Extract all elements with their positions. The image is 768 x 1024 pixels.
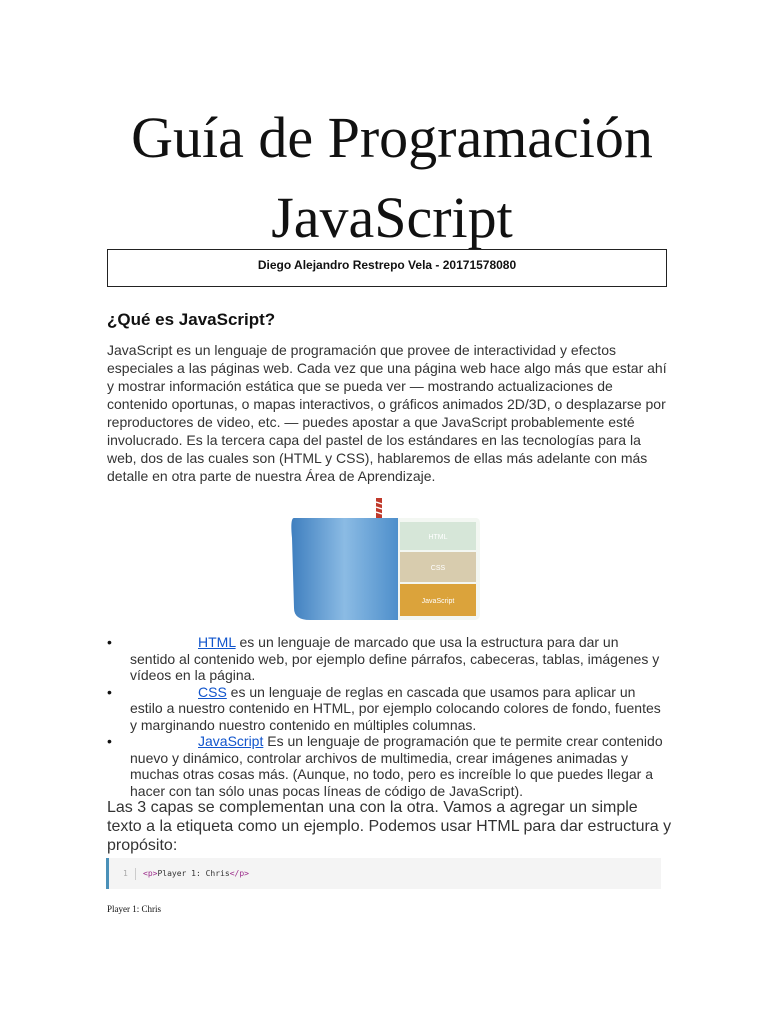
css-link[interactable]: CSS	[198, 683, 227, 700]
author-box	[107, 249, 667, 287]
html-layer-label: HTML	[428, 534, 448, 541]
list-item-text: es un lenguaje de reglas en cascada que usamos para aplicar un estilo a nuestro contenido en HTML, por ejemplo colocando colores de fondo, fuentes y marginando nuestro contenido en múltiples columnas.	[130, 683, 661, 733]
layers-wrapper	[291, 518, 398, 620]
bullet-icon: •	[107, 733, 112, 749]
list-item	[107, 733, 667, 799]
intro-paragraph: JavaScript es un lenguaje de programación que provee de interactividad y efectos especiales a las páginas web. Cada vez que una página web hace algo más que estar ahí y mostrar información estática que se pueda ver — mostrando actualizaciones de contenido oportunas, o mapas interactivos, o gráficos animados 2D/3D, o desplazarse por reproductores de video, etc. — puedes apostar a que JavaScript probablemente esté involucrado. Es la tercera capa del pastel de los estándares en las tecnologías para la web, dos de las cuales son (HTML y CSS), hablaremos de ellas más adelante con más detalle en otra parte de nuestra Área de Aprendizaje.	[107, 342, 667, 484]
javascript-layer-label: JavaScript	[421, 598, 455, 605]
web-layers-figure	[290, 498, 486, 622]
code-gutter-divider	[135, 868, 136, 880]
bullet-icon: •	[107, 634, 112, 650]
css-layer-label: CSS	[430, 565, 446, 572]
section-heading: ¿Qué es JavaScript?	[107, 310, 276, 329]
rendered-output: Player 1: Chris	[107, 904, 161, 914]
code-line-number: 1	[123, 869, 128, 878]
code-close-tag: </p>	[229, 869, 249, 878]
javascript-link[interactable]: JavaScript	[198, 733, 264, 749]
title-line-1: Guía de Programación	[131, 105, 653, 170]
layers-list	[107, 634, 667, 799]
list-item-text: Es un lenguaje de programación que te permite crear contenido nuevo y dinámico, controlar archivos de multimedia, crear imágenes animadas y muchas otras cosas más. (Aunque, no todo, pero es increíble lo que puedes llegar a hacer con tan sólo unas pocas líneas de código de JavaScript).	[130, 733, 663, 799]
code-block	[106, 858, 661, 889]
code-content: Player 1: Chris	[157, 869, 230, 878]
list-item	[107, 634, 667, 684]
code-open-tag: <p>	[143, 869, 158, 878]
author-name: Diego Alejandro Restrepo Vela - 20171578080	[257, 258, 517, 272]
document-title	[0, 98, 768, 258]
code-line	[143, 858, 249, 889]
bullet-icon: •	[107, 683, 112, 700]
closing-paragraph: Las 3 capas se complementan una con la otra. Vamos a agregar un simple texto a la etiqueta como un ejemplo. Podemos usar HTML para dar estructura y propósito:	[107, 799, 672, 854]
title-line-2: JavaScript	[271, 185, 513, 250]
list-item	[107, 684, 667, 734]
html-link[interactable]: HTML	[198, 634, 236, 650]
list-item-text: es un lenguaje de marcado que usa la estructura para dar un sentido al contenido web, por ejemplo define párrafos, cabeceras, tablas, imágenes y vídeos en la página.	[130, 634, 660, 683]
